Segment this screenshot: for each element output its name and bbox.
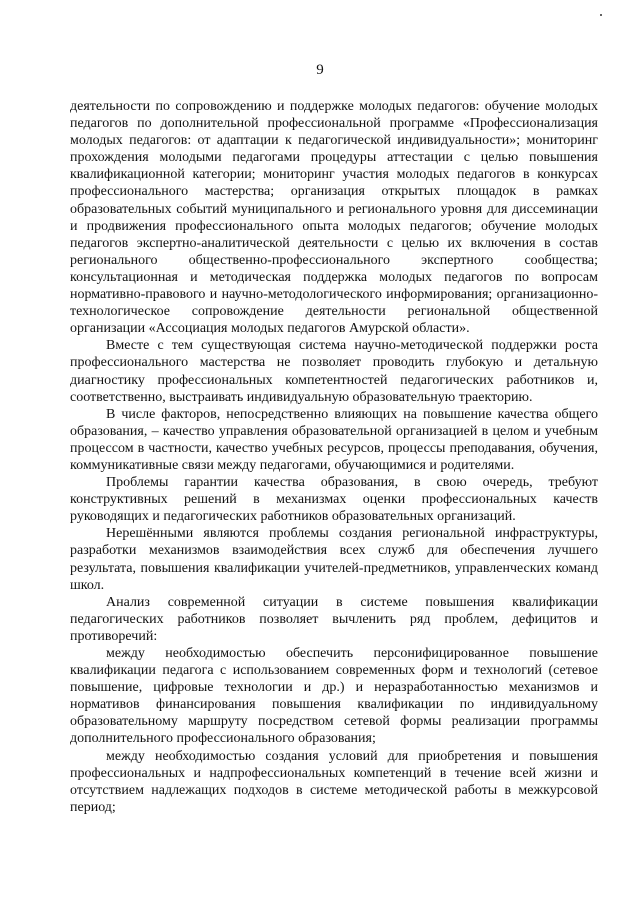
paragraph-7: между необходимостью обеспечить персонифицированное повышение квалификации педагога с использованием современных форм и технологий (сетевое повышение, цифровые технологии и др.) и неразработанностью механизмов и нормативов финансирования повышения квалификации по индивидуальному образовательному маршруту посредством сетевой формы реализации программы дополнительного профессионального образования; bbox=[70, 646, 598, 747]
paragraph-4: Проблемы гарантии качества образования, в свою очередь, требуют конструктивных решений в механизмах оценки профессиональных качеств руководящих и педагогических работников образовательных организаций. bbox=[70, 475, 598, 525]
paragraph-1: деятельности по сопровождению и поддержке молодых педагогов: обучение молодых педагогов по дополнительной профессиональной программе «Профессионализация молодых педагогов: от адаптации к педагогической индивидуальности»; мониторинг прохождения молодыми педагогами процедуры аттестации с целью повышения квалификационной категории; мониторинг участия молодых педагогов в конкурсах профессионального мастерства; организация открытых площадок в рамках образовательных событий муниципального и регионального уровня для диссеминации и продвижения профессионального опыта молодых педагогов; обучение молодых педагогов экспертно-аналитической деятельности с целью их включения в состав регионального общественно-профессионального экспертного сообщества; консультационная и методическая поддержка молодых педагогов по вопросам нормативно-правового и научно-методологического информирования; организационно-технологическое сопровождение деятельности региональной общественной организации «Ассоциация молодых педагогов Амурской области». bbox=[70, 99, 598, 337]
page-number: 9 bbox=[316, 62, 324, 78]
paragraph-5: Нерешёнными являются проблемы создания региональной инфраструктуры, разработки механизмов взаимодействия всех служб для обеспечения лучшего результата, повышения квалификации учителей-предметников, управленческих команд школ. bbox=[70, 526, 598, 593]
document-body bbox=[70, 98, 598, 816]
paragraph-8: между необходимостью создания условий для приобретения и повышения профессиональных и надпрофессиональных компетенций в течение всей жизни и отсутствием надлежащих подходов в системе методической работы в межкурсовой период; bbox=[70, 748, 598, 815]
scan-speck bbox=[600, 14, 602, 16]
paragraph-6: Анализ современной ситуации в системе повышения квалификации педагогических работников позволяет вычленить ряд проблем, дефицитов и противоречий: bbox=[70, 594, 598, 644]
paragraph-2: Вместе с тем существующая система научно-методической поддержки роста профессионального мастерства не позволяет проводить глубокую и детальную диагностику профессиональных компетентностей педагогических работников и, соответственно, выстраивать индивидуальную образовательную траекторию. bbox=[70, 338, 598, 405]
paragraph-3: В числе факторов, непосредственно влияющих на повышение качества общего образования, – качество управления образовательной организацией в целом и учебным процессом в частности, качество учебных ресурсов, процессы преподавания, обучения, коммуникативные связи между педагогами, обучающимися и родителями. bbox=[70, 406, 598, 473]
